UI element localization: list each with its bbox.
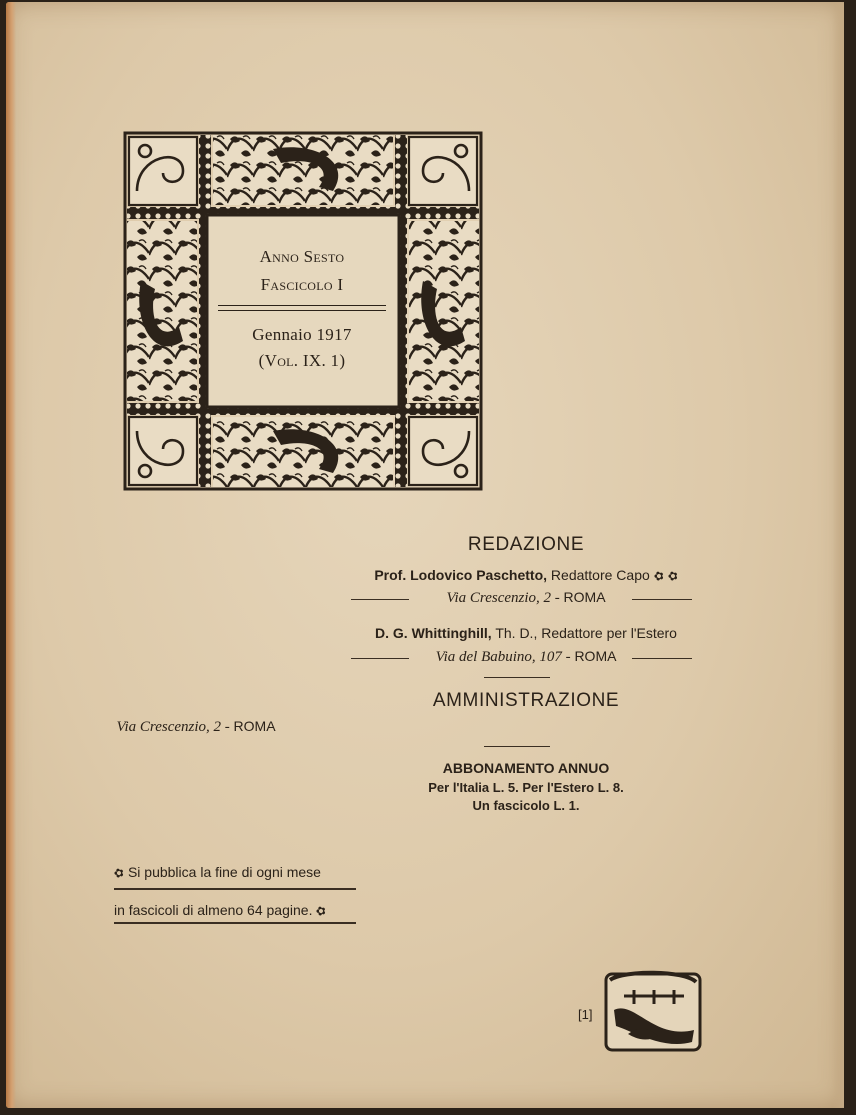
- printers-mark-icon: [604, 970, 704, 1054]
- issue-year: Anno Sesto: [259, 247, 345, 266]
- volume-label: (Vol. IX. 1): [258, 351, 346, 370]
- amministrazione-heading: AMMINISTRAZIONE: [432, 690, 620, 711]
- leaf-ornament-icon: ✿: [651, 567, 666, 585]
- notice-rule: [114, 922, 356, 924]
- editor-1-role: Redattore Capo: [550, 567, 650, 583]
- issue-number: Fascicolo I: [260, 275, 344, 294]
- frame-divider: [218, 305, 386, 311]
- editor-2-city: ROMA: [574, 648, 617, 664]
- editor-2-role: Th. D., Redattore per l'Estero: [495, 625, 677, 641]
- binding-spine: [6, 2, 16, 1108]
- amministrazione-address: Via Crescenzio, 2 -: [116, 719, 230, 735]
- journal-page: [6, 2, 844, 1108]
- editor-1-address-row: [336, 589, 716, 609]
- editor-1-name: Prof. Lodovico Paschetto,: [374, 567, 548, 583]
- ornamental-frame: [123, 131, 483, 491]
- page-number: [1]: [578, 1007, 593, 1022]
- section-divider: [484, 746, 550, 747]
- editor-2-name: D. G. Whittinghill,: [375, 625, 492, 641]
- issue-date: Gennaio 1917: [252, 325, 352, 344]
- notice-line-2-text: in fascicoli di almeno 64 pagine.: [114, 902, 313, 918]
- section-divider: [484, 677, 550, 678]
- leaf-ornament-icon: ✿: [314, 902, 329, 920]
- page-edge: [832, 2, 844, 1108]
- editor-2: [336, 625, 716, 641]
- frame-panel: [208, 217, 396, 405]
- editor-1-city: ROMA: [563, 589, 606, 605]
- notice-rule: [114, 888, 356, 890]
- editor-2-address-row: [336, 648, 716, 668]
- abbonamento-heading: ABBONAMENTO ANNUO: [442, 760, 610, 776]
- editor-2-address: Via del Babuino, 107 -: [435, 649, 571, 665]
- abbonamento-single-issue: Un fascicolo L. 1.: [472, 798, 580, 813]
- redazione-heading: REDAZIONE: [467, 534, 585, 555]
- notice-line-1-text: Si pubblica la fine di ogni mese: [127, 864, 321, 880]
- abbonamento-prices: Per l'Italia L. 5. Per l'Estero L. 8.: [428, 780, 624, 795]
- publication-notice: [111, 864, 356, 920]
- leaf-ornament-icon: ✿: [111, 864, 127, 882]
- amministrazione-address-row: [6, 718, 386, 736]
- editor-1-address: Via Crescenzio, 2 -: [446, 590, 560, 606]
- leaf-ornament-icon: ✿: [665, 567, 680, 585]
- amministrazione-city: ROMA: [233, 718, 276, 734]
- notice-line-2: [114, 902, 356, 930]
- editor-1: [336, 567, 716, 583]
